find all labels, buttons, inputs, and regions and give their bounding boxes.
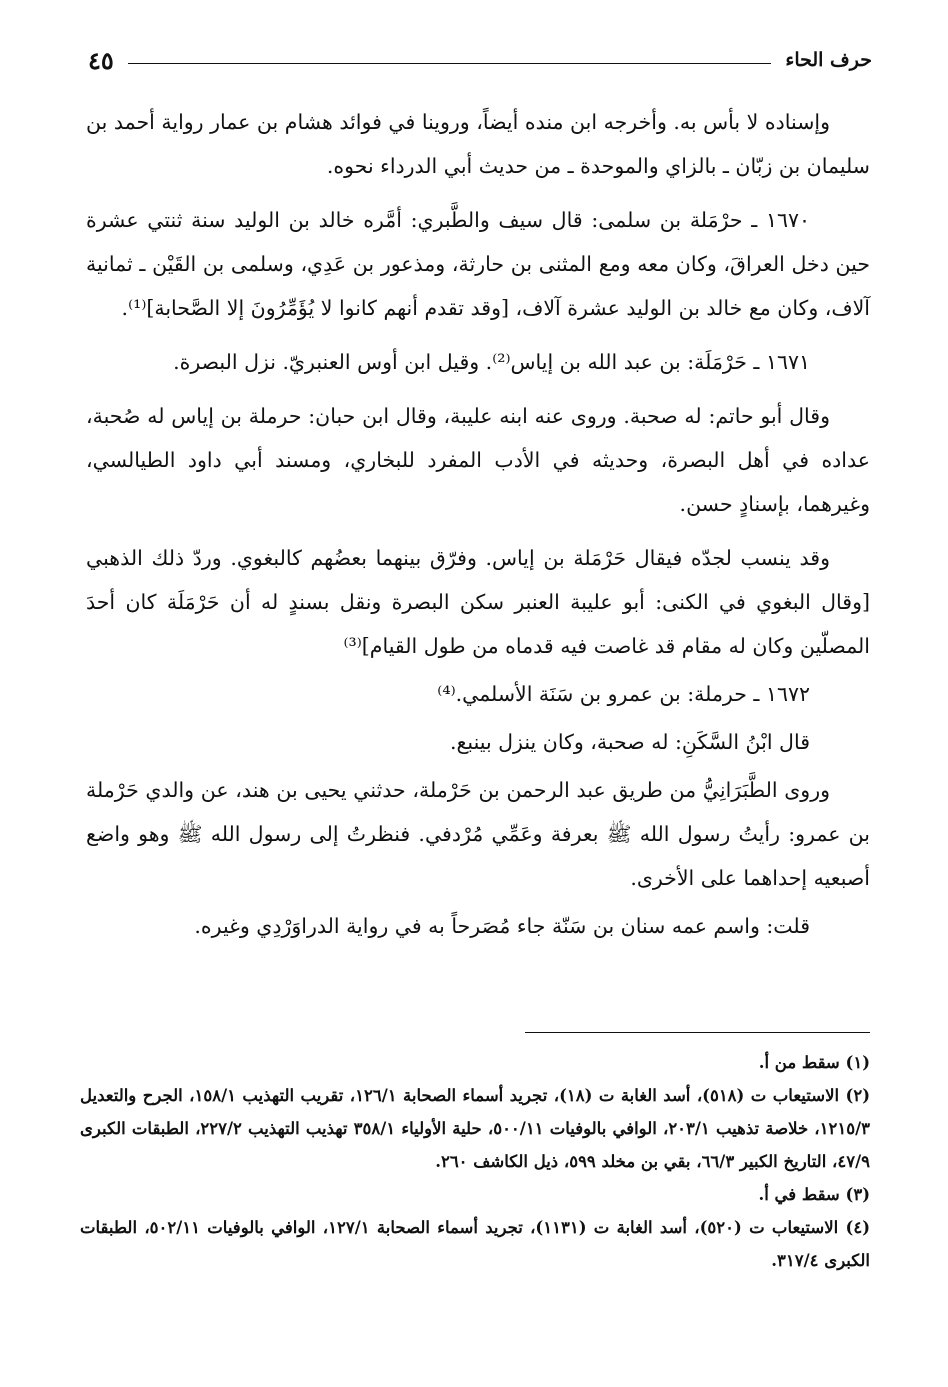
entry-1671: ١٦٧١ ـ حَرْمَلَة: بن عبد الله بن إياس⁽²⁾. وقيل ابن أوس العنبريّ. نزل البصرة. <box>173 350 810 374</box>
footnote-3: (٣) سقط في أ. <box>758 1185 870 1204</box>
footnote-4: (٤) الاستيعاب ت (٥٢٠)، أسد الغابة ت (١١٣١)، تجريد أسماء الصحابة ١٢٧/١، الوافي بالوفيات ٥٠٢/١١، الطبقات الكبرى ٣١٧/٤. <box>80 1218 870 1270</box>
paragraph: قلت: واسم عمه سنان بن سَنّة جاء مُصَرحاً به في رواية الدراوَرْدِي وغيره. <box>194 914 810 938</box>
paragraph: وروى الطَّبَرَانِيُّ من طريق عبد الرحمن بن حَرْملة، حدثني يحيى بن هند، عن والدي حَرْملة بن عمرو: رأيتُ رسول الله ﷺ بعرفة وعَمِّي مُرْدفي. فنظرتُ إلى رسول الله ﷺ وهو واضع أصبعيه إحداهما على الأخرى. <box>86 778 870 890</box>
footnote-1: (١) سقط من أ. <box>758 1053 870 1072</box>
paragraph: وإسناده لا بأس به. وأخرجه ابن منده أيضاً، وروينا في فوائد هشام بن عمار رواية أحمد بن سليمان بن زبّان ـ بالزاي والموحدة ـ من حديث أبي الدرداء نحوه. <box>86 110 870 178</box>
header-rule <box>128 63 772 64</box>
footnotes <box>80 1046 870 1277</box>
paragraph: وقال أبو حاتم: له صحبة. وروى عنه ابنه عليبة، وقال ابن حبان: حرملة بن إياس له صُحبة، عداده في أهل البصرة، وحديثه في الأدب المفرد للبخاري، ومسند أبي داود الطيالسي، وغيرهما، بإسنادٍ حسن. <box>86 404 870 516</box>
page-number: ٤٥ <box>88 45 114 75</box>
paragraph: قال ابْنُ السَّكَنِ: له صحبة، وكان ينزل بينبع. <box>449 730 810 754</box>
footnote-separator <box>525 1032 870 1033</box>
chapter-title: حرف الحاء <box>785 49 872 71</box>
main-text <box>86 100 870 948</box>
entry-1672: ١٦٧٢ ـ حرملة: بن عمرو بن سَنَة الأسلمي.⁽⁴⁾ <box>437 682 810 706</box>
entry-1670: ١٦٧٠ ـ حرْمَلة بن سلمى: قال سيف والطَّبري: أمَّره خالد بن الوليد سنة ثنتي عشرة حين دخل العراقَ، وكان معه ومع المثنى بن حارثة، ومذعور بن عَدِي، وسلمى بن القَيْن ـ ثمانية آلاف، وكان مع خالد بن الوليد عشرة آلاف، [وقد تقدم أنهم كانوا لا يُؤَمِّرُونَ إلا الصَّحابة]⁽¹⁾. <box>86 208 870 320</box>
footnote-2: (٢) الاستيعاب ت (٥١٨)، أسد الغابة ت (١٨)، تجريد أسماء الصحابة ١٢٦/١، تقريب التهذيب ١٥٨/١، الجرح والتعديل ١٢١٥/٣، خلاصة تذهيب ٢٠٣/١، الوافي بالوفيات ٥٠٠/١١، حلية الأولياء ٣٥٨/١ تهذيب التهذيب ٢٢٧/٢، الطبقات الكبرى ٤٧/٩، التاريخ الكبير ٦٦/٣، بقي بن مخلد ٥٩٩، ذيل الكاشف ٢٦٠. <box>80 1086 870 1171</box>
paragraph: وقد ينسب لجدّه فيقال حَرْمَلة بن إياس. وفرّق بينهما بعضُهم كالبغوي. وردّ ذلك الذهبي [وقال البغوي في الكنى: أبو عليبة العنبر سكن البصرة ونقل بسندٍ له أن حَرْمَلَة كان أحدَ المصلّين وكان له مقام قد غاصت فيه قدماه من طول القيام]⁽³⁾ <box>86 546 870 658</box>
running-header <box>88 40 872 80</box>
